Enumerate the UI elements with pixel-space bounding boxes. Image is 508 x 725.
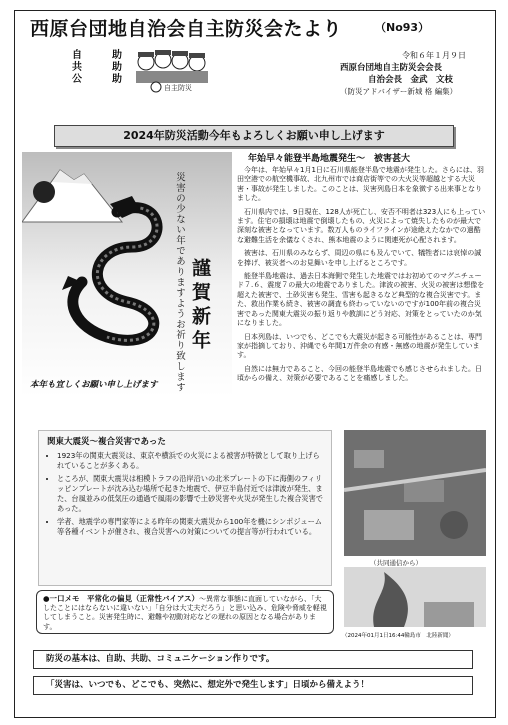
article-body xyxy=(237,166,487,388)
photo-caption-hokuriku: （2024年01月1日16:44輪島市 北陸新聞） xyxy=(342,633,454,639)
kanto-title: 関東大震災～複合災害であった xyxy=(47,437,166,447)
kinga-shinnen: 謹賀新年 xyxy=(189,258,211,354)
article-title: 年始早々能登半島地震発生～ 被害甚大 xyxy=(248,154,411,164)
publisher-block xyxy=(340,62,457,98)
disaster-photo-fire xyxy=(344,567,486,627)
disaster-basics-line: 防災の基本は、自助、共助、コミュニケーション作りです。 xyxy=(33,650,473,669)
article-paragraph: 能登半島地震は、過去日本海側で発生した地震ではお初めてのマグニチュード７.６、震度７の最大の地震でありました。津波の被害、火災の被害は想像を超えた被害で、土砂災害も発生、雪害も起きるなど典型的な複合災害です。また、救出作業も続き、被害の調査も終わっていないのですが100年前の複合災害であった関東大震災の振り返りや教訓にどう対応、対策をとっていたのか気になりました。 xyxy=(237,272,485,328)
kanto-earthquake-box xyxy=(38,430,332,586)
org-name: 西原台団地自主防災会会長 xyxy=(340,63,443,73)
motto-mutual-help: 共 助 xyxy=(72,62,132,73)
disaster-photo-aerial xyxy=(344,430,486,556)
issue-date: 令和６年１月９日 xyxy=(402,51,466,60)
handwritten-greeting: 本年も宜しくお願い申し上げます xyxy=(30,380,158,390)
mottos xyxy=(72,50,132,86)
motto-self-help: 自 助 xyxy=(72,50,132,61)
one-point-memo xyxy=(36,590,334,634)
memo-heading: ●一口メモ 平常化の偏見（正常性バイアス） xyxy=(43,594,200,603)
issue-number: （No93） xyxy=(375,21,430,34)
badge-text: 自主防災 xyxy=(164,84,192,92)
article-paragraph: 被害は、石川県のみならず、周辺の県にも及んでいて、犠牲者には哀悼の誠を捧げ、被災者へのお見舞いを申し上げるところです。 xyxy=(237,249,482,267)
memo-text: ～異常な事態に直面していながら、「大したことにはならないに違いない」「自分は大丈夫だろう」と思い込み、危険や脅威を軽視してしまうこと。災害発生時に、避難や初動対応などの遅れの原因となる場合があります。 xyxy=(43,595,327,631)
article-paragraph: 石川県内では、9日現在、128人が死亡し、安否不明者は323人にも上っています。住宅の損壊は地震で倒壊したもの、火災によって焼失したものが最大で深刻な被害となっています。数万人ものライフラインが途絶えたなかでの過酷な避難生活を余儀なくされ、熊本地震のように関連死が心配されます。 xyxy=(237,207,486,244)
editor-credit: （防災アドバイザー新城 格 編集） xyxy=(340,87,458,96)
kanto-item: • ところが、関東大震災は相模トラフの沿岸沿いの北米プレートの下に海側のフィリッピンプレートが沈み込む場所で起きた地震で、伊豆半島付近では津波が発生、また、台風並みの低気圧の通過で風雨の影響で土砂災害や火災が発生した複合災害であった。 xyxy=(57,474,323,514)
kanto-item: • 1923年の関東大震災は、東京や横浜での火災による被害が特徴として取り上げられていることが多くある。 xyxy=(57,451,323,471)
kanto-item: • 学者、地震学の専門家等による昨年の関東大震災から100年を機にシンポジューム等各種イベントが催され、複合災害への対策についての提言等が行われている。 xyxy=(57,517,323,537)
volunteers-illustration xyxy=(132,48,212,94)
article-paragraph: 今年は、年始早々1月1日に石川県能登半島で地震が発生した。さらには、羽田空港での航空機事故、北九州市では商店街等での大火災等超越とする大災害・事故が発生しました。このことは、災害列島日本を象徴する出来事となりました。 xyxy=(237,166,484,203)
article-paragraph: 日本列島は、いつでも、どこでも大震災が起きる可能性があることは、専門家が指摘しており、沖縄でも年間1万件余の有感・無感の地震が発生しています。 xyxy=(237,332,482,360)
article-paragraph: 自然には無力であること、今回の能登半島地震でも感じさせられました。日頃からの備え、対策が必要であることを痛感しました。 xyxy=(237,364,482,383)
new-year-banner: 2024年防災活動今年もよろしくお願い申し上げます xyxy=(54,125,454,147)
preparedness-slogan: 「災害は、いつでも、どこでも、突然に、想定外で発生します」日頃から備えよう！ xyxy=(33,676,473,695)
greeting-vertical-text: 災害の少ない年でありますようお祈り致します xyxy=(174,172,185,393)
motto-public-help: 公 助 xyxy=(72,74,132,85)
newsletter-title: 西原台団地自治会自主防災会たより xyxy=(30,18,343,40)
chair-name: 自治会長 金武 文枝 xyxy=(368,75,454,85)
photo-caption-kyodo: （共同通信から） xyxy=(370,559,422,567)
